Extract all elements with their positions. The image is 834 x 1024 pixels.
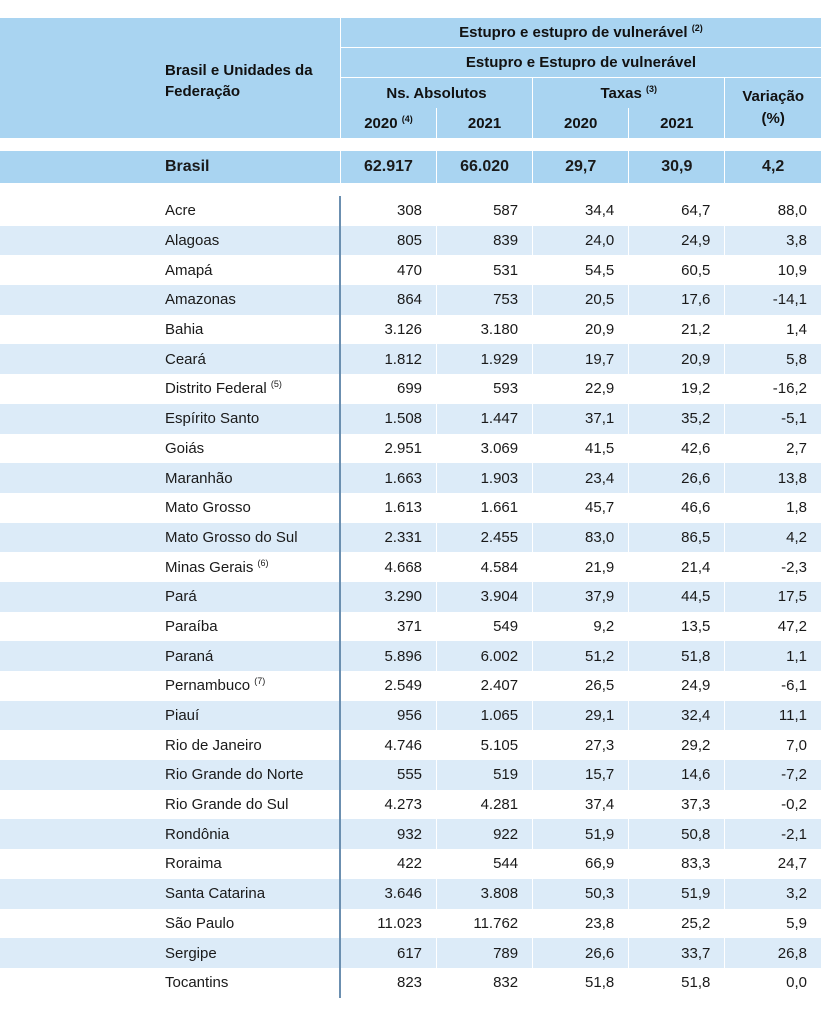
table-row [0, 315, 821, 345]
state-name [0, 760, 340, 790]
cell-rate-2020: 9,2 [533, 612, 629, 642]
variation-header [725, 78, 821, 139]
cell-rate-2020: 37,4 [533, 790, 629, 820]
cell-rate-2020: 34,4 [533, 196, 629, 226]
cell-rate-2021: 42,6 [629, 434, 725, 464]
cell-abs-2021: 11.762 [437, 909, 533, 939]
state-name-text: Santa Catarina [165, 885, 266, 903]
table-row [0, 552, 821, 582]
cell-abs-2020: 4.746 [340, 730, 436, 760]
cell-rate-2021: 64,7 [629, 196, 725, 226]
cell-abs-2021: 3.069 [437, 434, 533, 464]
cell-variation: -14,1 [725, 285, 821, 315]
cell-abs-2020: 1.812 [340, 344, 436, 374]
cell-abs-2020: 308 [340, 196, 436, 226]
cell-abs-2020: 864 [340, 285, 436, 315]
state-name [0, 196, 340, 226]
state-name [0, 879, 340, 909]
brasil-rate-2020: 29,7 [533, 151, 629, 183]
subgroup-title-header: Estupro e Estupro de vulnerável [340, 48, 821, 78]
cell-variation: 13,8 [725, 463, 821, 493]
cell-abs-2020: 805 [340, 226, 436, 256]
cell-abs-2021: 922 [437, 819, 533, 849]
state-footnote: (5) [270, 379, 282, 390]
state-name-text: Amazonas [165, 291, 236, 309]
state-name [0, 404, 340, 434]
state-name [0, 938, 340, 968]
table-row [0, 255, 821, 285]
cell-abs-2020: 470 [340, 255, 436, 285]
state-name-text: Goiás [165, 439, 205, 457]
table-row [0, 285, 821, 315]
cell-abs-2020: 2.549 [340, 671, 436, 701]
cell-rate-2020: 37,9 [533, 582, 629, 612]
cell-rate-2021: 21,4 [629, 552, 725, 582]
cell-abs-2021: 1.447 [437, 404, 533, 434]
state-name-text: Paraná [165, 647, 214, 665]
cell-rate-2020: 37,1 [533, 404, 629, 434]
state-name [0, 523, 340, 553]
table-row [0, 760, 821, 790]
state-name [0, 790, 340, 820]
cell-rate-2020: 51,2 [533, 641, 629, 671]
cell-abs-2021: 2.407 [437, 671, 533, 701]
cell-variation: 7,0 [725, 730, 821, 760]
cell-rate-2021: 20,9 [629, 344, 725, 374]
state-name [0, 909, 340, 939]
cell-rate-2021: 60,5 [629, 255, 725, 285]
cell-abs-2021: 4.281 [437, 790, 533, 820]
cell-abs-2020: 617 [340, 938, 436, 968]
cell-abs-2021: 753 [437, 285, 533, 315]
cell-abs-2020: 3.290 [340, 582, 436, 612]
cell-variation: -7,2 [725, 760, 821, 790]
cell-abs-2021: 789 [437, 938, 533, 968]
cell-abs-2021: 832 [437, 968, 533, 998]
state-name-text: Roraima [165, 855, 222, 873]
table-row [0, 849, 821, 879]
table-row [0, 879, 821, 909]
cell-rate-2021: 24,9 [629, 671, 725, 701]
state-name-text: Bahia [165, 321, 204, 339]
state-name-text: Mato Grosso do Sul [165, 528, 298, 546]
state-name-text: Distrito Federal [165, 380, 267, 398]
table-row [0, 968, 821, 998]
state-name [0, 344, 340, 374]
spacer-cell [0, 138, 821, 151]
cell-rate-2021: 24,9 [629, 226, 725, 256]
cell-rate-2021: 86,5 [629, 523, 725, 553]
cell-rate-2021: 51,8 [629, 641, 725, 671]
cell-rate-2020: 50,3 [533, 879, 629, 909]
table-body [0, 138, 821, 998]
cell-abs-2020: 5.896 [340, 641, 436, 671]
state-name [0, 968, 340, 998]
state-name [0, 493, 340, 523]
cell-abs-2021: 5.105 [437, 730, 533, 760]
cell-abs-2020: 11.023 [340, 909, 436, 939]
cell-rate-2020: 83,0 [533, 523, 629, 553]
state-name [0, 849, 340, 879]
cell-rate-2021: 50,8 [629, 819, 725, 849]
state-name-text: Acre [165, 202, 196, 220]
state-name-text: Minas Gerais [165, 558, 254, 576]
cell-rate-2021: 17,6 [629, 285, 725, 315]
table-row [0, 582, 821, 612]
cell-variation: 5,8 [725, 344, 821, 374]
cell-abs-2021: 2.455 [437, 523, 533, 553]
state-name-text: São Paulo [165, 914, 235, 932]
cell-variation: 10,9 [725, 255, 821, 285]
cell-variation: 1,1 [725, 641, 821, 671]
cell-rate-2020: 66,9 [533, 849, 629, 879]
cell-abs-2021: 3.180 [437, 315, 533, 345]
cell-abs-2021: 1.903 [437, 463, 533, 493]
state-name [0, 315, 340, 345]
cell-rate-2021: 21,2 [629, 315, 725, 345]
cell-abs-2020: 3.126 [340, 315, 436, 345]
cell-rate-2020: 51,8 [533, 968, 629, 998]
cell-abs-2021: 1.929 [437, 344, 533, 374]
group-title-header [340, 18, 821, 48]
cell-abs-2021: 544 [437, 849, 533, 879]
spacer-cell [0, 183, 821, 196]
cell-abs-2021: 587 [437, 196, 533, 226]
state-name [0, 434, 340, 464]
cell-rate-2020: 54,5 [533, 255, 629, 285]
state-name [0, 701, 340, 731]
state-name [0, 730, 340, 760]
cell-variation: 88,0 [725, 196, 821, 226]
cell-variation: 2,7 [725, 434, 821, 464]
cell-variation: -2,3 [725, 552, 821, 582]
cell-rate-2021: 44,5 [629, 582, 725, 612]
cell-rate-2021: 37,3 [629, 790, 725, 820]
state-name-text: Rio Grande do Norte [165, 766, 304, 784]
cell-rate-2020: 26,6 [533, 938, 629, 968]
cell-rate-2021: 13,5 [629, 612, 725, 642]
state-name-text: Espírito Santo [165, 410, 260, 428]
year-2021-abs-header: 2021 [437, 108, 533, 138]
cell-variation: 11,1 [725, 701, 821, 731]
cell-variation: -6,1 [725, 671, 821, 701]
table-row [0, 523, 821, 553]
cell-variation: 17,5 [725, 582, 821, 612]
brasil-total-row [0, 151, 821, 183]
table-row [0, 671, 821, 701]
rates-header [533, 78, 725, 109]
cell-abs-2021: 3.808 [437, 879, 533, 909]
table-row [0, 226, 821, 256]
rape-statistics-table [0, 18, 821, 998]
cell-abs-2020: 1.663 [340, 463, 436, 493]
year-2020-rate-header: 2020 [533, 108, 629, 138]
absolute-numbers-header: Ns. Absolutos [340, 78, 532, 109]
cell-rate-2020: 22,9 [533, 374, 629, 404]
cell-rate-2021: 51,9 [629, 879, 725, 909]
cell-abs-2021: 519 [437, 760, 533, 790]
cell-rate-2021: 83,3 [629, 849, 725, 879]
state-name-text: Maranhão [165, 469, 233, 487]
cell-variation: 0,0 [725, 968, 821, 998]
brasil-abs-2020: 62.917 [340, 151, 436, 183]
state-name [0, 612, 340, 642]
cell-abs-2021: 1.661 [437, 493, 533, 523]
cell-rate-2020: 27,3 [533, 730, 629, 760]
cell-variation: 1,4 [725, 315, 821, 345]
cell-variation: -2,1 [725, 819, 821, 849]
cell-abs-2021: 4.584 [437, 552, 533, 582]
state-name [0, 552, 340, 582]
year-2020-abs-label: 2020 [364, 114, 398, 132]
table-row [0, 463, 821, 493]
state-name-text: Alagoas [165, 232, 220, 250]
cell-rate-2020: 24,0 [533, 226, 629, 256]
cell-rate-2021: 46,6 [629, 493, 725, 523]
cell-rate-2020: 26,5 [533, 671, 629, 701]
cell-rate-2020: 20,5 [533, 285, 629, 315]
state-footnote: (6) [257, 557, 269, 568]
cell-variation: 5,9 [725, 909, 821, 939]
table-row [0, 404, 821, 434]
state-name-text: Paraíba [165, 617, 218, 635]
state-name-text: Rondônia [165, 825, 230, 843]
brasil-abs-2021: 66.020 [437, 151, 533, 183]
state-name-text: Sergipe [165, 944, 217, 962]
table-row [0, 344, 821, 374]
state-name [0, 285, 340, 315]
cell-abs-2020: 1.508 [340, 404, 436, 434]
rates-footnote: (3) [646, 83, 658, 94]
cell-abs-2020: 823 [340, 968, 436, 998]
year-2020-abs-header [340, 108, 436, 138]
state-name [0, 463, 340, 493]
group-title-footnote: (2) [691, 23, 703, 33]
cell-abs-2020: 2.951 [340, 434, 436, 464]
cell-variation: 3,8 [725, 226, 821, 256]
cell-variation: 47,2 [725, 612, 821, 642]
region-column-header [0, 18, 340, 138]
state-name [0, 582, 340, 612]
cell-abs-2020: 1.613 [340, 493, 436, 523]
variation-label-line2: (%) [761, 110, 785, 127]
cell-rate-2020: 23,8 [533, 909, 629, 939]
state-name-text: Rio Grande do Sul [165, 796, 289, 814]
cell-abs-2021: 6.002 [437, 641, 533, 671]
cell-variation: 26,8 [725, 938, 821, 968]
cell-abs-2020: 4.273 [340, 790, 436, 820]
cell-abs-2021: 3.904 [437, 582, 533, 612]
state-name-text: Piauí [165, 707, 200, 725]
table-row [0, 701, 821, 731]
cell-rate-2021: 25,2 [629, 909, 725, 939]
year-2021-rate-header: 2021 [629, 108, 725, 138]
cell-abs-2021: 839 [437, 226, 533, 256]
cell-variation: 24,7 [725, 849, 821, 879]
state-name [0, 819, 340, 849]
state-name-text: Tocantins [165, 974, 229, 992]
region-label-line1: Brasil e Unidades da [165, 62, 313, 79]
table-row [0, 374, 821, 404]
state-name-text: Mato Grosso [165, 499, 251, 517]
state-name [0, 671, 340, 701]
brasil-name: Brasil [0, 151, 340, 183]
cell-variation: 1,8 [725, 493, 821, 523]
state-name [0, 374, 340, 404]
cell-rate-2021: 14,6 [629, 760, 725, 790]
rates-label: Taxas [600, 84, 642, 102]
state-name-text: Amapá [165, 261, 213, 279]
cell-rate-2020: 21,9 [533, 552, 629, 582]
state-footnote: (7) [254, 676, 266, 687]
year-2020-abs-footnote: (4) [401, 113, 413, 124]
state-name [0, 226, 340, 256]
table-row [0, 196, 821, 226]
cell-abs-2021: 593 [437, 374, 533, 404]
cell-abs-2021: 1.065 [437, 701, 533, 731]
cell-abs-2021: 549 [437, 612, 533, 642]
cell-rate-2020: 51,9 [533, 819, 629, 849]
cell-rate-2021: 19,2 [629, 374, 725, 404]
cell-abs-2020: 699 [340, 374, 436, 404]
cell-rate-2020: 19,7 [533, 344, 629, 374]
table-row [0, 909, 821, 939]
cell-abs-2020: 4.668 [340, 552, 436, 582]
cell-variation: 4,2 [725, 523, 821, 553]
cell-variation: 3,2 [725, 879, 821, 909]
cell-abs-2020: 555 [340, 760, 436, 790]
header-row-group [0, 18, 821, 48]
cell-rate-2020: 23,4 [533, 463, 629, 493]
group-title-text: Estupro e estupro de vulnerável [459, 24, 688, 41]
cell-rate-2020: 29,1 [533, 701, 629, 731]
cell-rate-2020: 20,9 [533, 315, 629, 345]
cell-variation: -0,2 [725, 790, 821, 820]
table-row [0, 819, 821, 849]
region-label-line2: Federação [165, 83, 241, 100]
table-row [0, 730, 821, 760]
cell-variation: -5,1 [725, 404, 821, 434]
cell-rate-2021: 32,4 [629, 701, 725, 731]
cell-rate-2021: 35,2 [629, 404, 725, 434]
state-name-text: Rio de Janeiro [165, 736, 262, 754]
state-name [0, 255, 340, 285]
state-name-text: Pernambuco [165, 677, 251, 695]
cell-rate-2020: 15,7 [533, 760, 629, 790]
cell-rate-2021: 51,8 [629, 968, 725, 998]
table-row [0, 612, 821, 642]
cell-abs-2020: 2.331 [340, 523, 436, 553]
spacer-row [0, 183, 821, 196]
variation-label-line1: Variação [742, 88, 805, 105]
spacer-row [0, 138, 821, 151]
cell-abs-2020: 932 [340, 819, 436, 849]
state-name [0, 641, 340, 671]
table-row [0, 493, 821, 523]
cell-abs-2020: 3.646 [340, 879, 436, 909]
state-name-text: Pará [165, 588, 197, 606]
cell-rate-2020: 41,5 [533, 434, 629, 464]
brasil-rate-2021: 30,9 [629, 151, 725, 183]
table-row [0, 434, 821, 464]
cell-rate-2021: 33,7 [629, 938, 725, 968]
cell-rate-2020: 45,7 [533, 493, 629, 523]
cell-abs-2020: 371 [340, 612, 436, 642]
table-row [0, 641, 821, 671]
cell-rate-2021: 29,2 [629, 730, 725, 760]
state-name-text: Ceará [165, 350, 206, 368]
cell-variation: -16,2 [725, 374, 821, 404]
table-row [0, 790, 821, 820]
brasil-variation: 4,2 [725, 151, 821, 183]
table-row [0, 938, 821, 968]
cell-abs-2020: 422 [340, 849, 436, 879]
cell-rate-2021: 26,6 [629, 463, 725, 493]
cell-abs-2020: 956 [340, 701, 436, 731]
cell-abs-2021: 531 [437, 255, 533, 285]
